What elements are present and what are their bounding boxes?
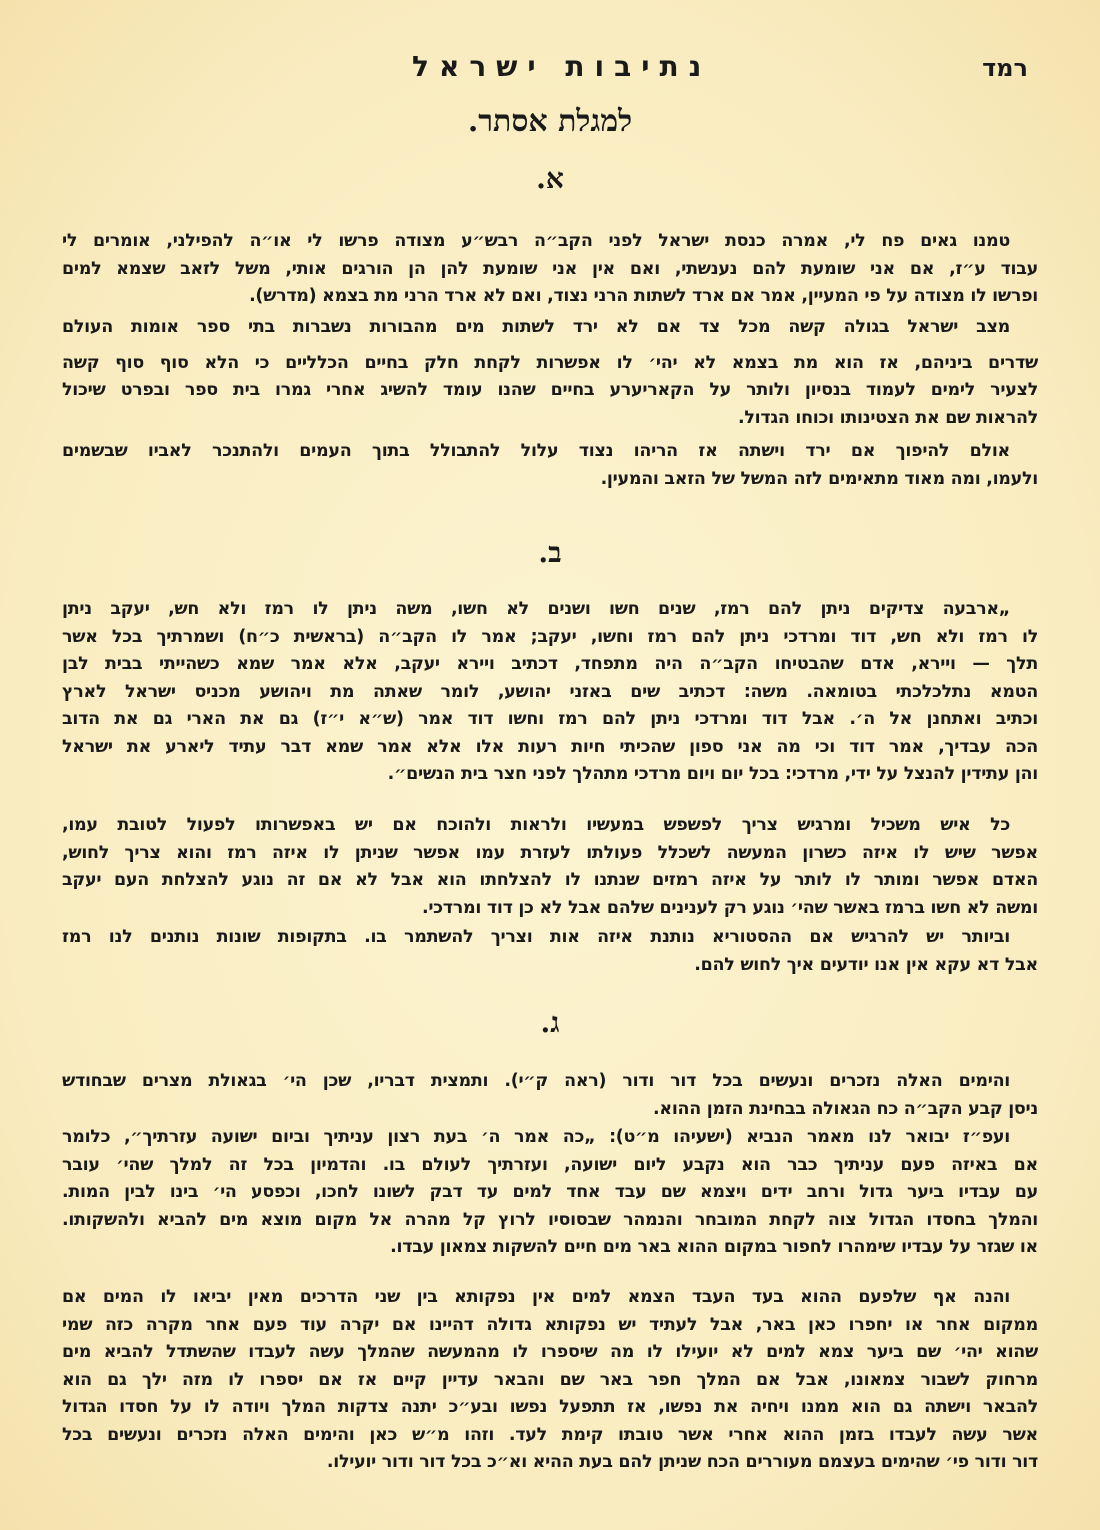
text-line: אם באיזה פעם עניתיך כבר הוא נקבע ליום ישועה, ועזרתיך לעולם בו. והדמיון בכל זה למלך שהי׳ עובר: [62, 1154, 1038, 1175]
paragraph: [62, 314, 1038, 432]
text-line: והן עתידין להנצל על ידי, מרדכי: בכל יום ויום מרדכי מתהלך לפני חצר בית הנשים״.: [387, 764, 1038, 784]
paragraph: [62, 438, 1038, 493]
text-line: והימים האלה נזכרים ונעשים בכל דור ודור (ראה ק״י). ותמצית דבריו, שכן הי׳ בגאולת מצרים שבחודש: [62, 1071, 1010, 1091]
section-heading-bet: ב.: [538, 536, 562, 569]
text-line: אולם להיפוך אם ירד וישתה אז הריהו נצוד עלול להתבולל בתוך העמים ולהתנכר לאביו שבשמים: [62, 441, 1010, 461]
text-line: וכתיב ואתחנן אל ה׳. אבל דוד ומרדכי ניתן להם רמז וחשו דוד אמר (ש״א י״ז) גם את הארי גם את הדוב: [62, 709, 1038, 729]
paragraph: [62, 228, 1038, 311]
text-line: או שגזר על עבדיו שימהרו לחפור במקום ההוא באר מים חיים להשקות צמאון עבדו.: [390, 1237, 1038, 1257]
section-heading-gimel: ג.: [540, 1006, 560, 1039]
section-heading-aleph: א.: [536, 162, 564, 195]
paragraph: [62, 812, 1038, 922]
paragraph: [62, 1124, 1038, 1262]
paragraph: [62, 596, 1038, 789]
text-line: ניסן קבע הקב״ה כח הגאולה בבחינת הזמן ההוא.: [653, 1098, 1038, 1119]
text-line: אשר עשה לעבדו בזמן ההוא אחרי אשר טובתו קימת לעד. וזהו מ״ש כאן והימים האלה נזכרים ונעשים בכל: [62, 1424, 1038, 1445]
text-line: האדם אפשר ומותר לו לותר על איזה רמזים שנתנו לו להצלחתו הוא אבל לא אם זה נוגע להצלחת העם יעקב: [62, 870, 1038, 890]
text-line: והנה אף שלפעם ההוא בעד העבד הצמא למים אין נפקותא בין שני הדרכים מאין יביאו לו המים אם: [62, 1287, 1010, 1307]
paragraph: [62, 1068, 1038, 1123]
chapter-title: למגלת אסתר.: [467, 104, 633, 139]
text-line: הטמא נתלכלכתי בטומאה. משה: דכתיב שים באזני יהושע, לומר שאתה מת ויהושע מכניס ישראל לארץ: [62, 681, 1038, 702]
text-line: והמלך בחסדו הגדול צוה לקחת המובחר והנמהר שבסוסיו לרוץ קל מהרה אל מקום מוצא מים להביא ולהשקותו.: [62, 1209, 1038, 1230]
text-line: אפשר שיש לו איזה כשרון המעשה לשכלל פעולתו לעזרת עמו אפשר שניתן לו איזה רמז והוא צריך לחוש,: [62, 842, 1038, 863]
text-line: ומשה לא חשו ברמז באשר שהי׳ נוגע רק לענינים שלהם אבל לא כן דוד ומרדכי.: [421, 897, 1038, 918]
text-line: להראות שם את הצטינותו וכוחו הגדול.: [738, 407, 1038, 428]
text-line: וביותר יש להרגיש אם ההסטוריא נותנת איזה אות וצריך להשתמר בו. בתקופות שונות נותנים לנו רמז: [62, 927, 1010, 947]
text-line: „ארבעה צדיקים ניתן להם רמז, שנים חשו ושנים לא חשו, משה ניתן לו רמז ולא חש, יעקב ניתן: [62, 599, 1010, 619]
paragraph: [62, 924, 1038, 979]
text-line: ממקום אחר או יחפרו כאן באר, אבל לעתיד יש נפקותא גדולה דהיינו אם יקרה עוד פעם אחר מקרה כזה שמי: [62, 1314, 1038, 1335]
text-line: עבוד ע״ז, אם אני שומעת להם נענשתי, ואם אין אני שומעת להן הן הורגים אותי, משל לזאב שצמא למים: [62, 258, 1038, 279]
text-line: טמנו גאים פח לי, אמרה כנסת ישראל לפני הקב״ה רבש״ע מצודה פרשו לי או״ה להפילני, אומרים לי: [62, 231, 1010, 251]
paragraph: [62, 1284, 1038, 1477]
text-line: ועפ״ז יבואר לנו מאמר הנביא (ישעיהו מ״ט): „כה אמר ה׳ בעת רצון עניתיך וביום ישועה עזרתיך״, כלומר: [62, 1127, 1010, 1147]
text-line: הכה עבדיך, אמר דוד וכי מה אני ספון שהכיתי חיות רעות אלו אלא אמר שמא דבר עתיד ליארע את ישראל: [62, 736, 1038, 757]
running-head: [62, 50, 1038, 84]
text-line: אבל דא עקא אין אנו יודעים איך לחוש להם.: [694, 954, 1038, 975]
text-line: תלך — ויירא, אדם שהבטיחו הקב״ה היה מתפחד, דכתיב ויירא יעקב, אלא אמר שמא כשהייתי בבית לבן: [62, 654, 1038, 674]
page-number: רמד: [982, 54, 1028, 82]
text-line: לו רמז ולא חש, דוד ומרדכי ניתן להם רמז וחשו, יעקב; אמר לו הקב״ה (בראשית כ״ח) ושמרתיך בכל אשר: [62, 626, 1038, 647]
text-line: מצב ישראל בגולה קשה מכל צד אם לא ירד לשתות מים מהבורות נשברות בתי ספר אומות העולם: [62, 317, 1010, 337]
text-line: ופרשו לו מצודה על פי המעיין, אמר אם ארד לשתות הרני נצוד, ואם לא ארד הרני מת בצמא (מדרש).: [249, 286, 1038, 306]
text-line: שדרים ביניהם, אז הוא מת בצמא לא יהי׳ לו אפשרות לקחת חלק בחיים הכלליים כי הלא סוף סוף קשה: [62, 352, 1038, 373]
text-line: דור ודור פי׳ שהימים בעצמם מעוררים הכח שניתן להם בעת ההיא וא״כ בכל דור ודור יועילו.: [326, 1452, 1038, 1472]
book-title: נתיבות ישראל: [412, 50, 712, 83]
text-line: מרחוק לשבור צמאונו, אבל אם המלך חפר באר שם והבאר עדיין קיים אז אם יספרו לו מזה ילך גם הוא: [62, 1369, 1038, 1390]
text-line: עם עבדיו ביער גדול ורחב ידים ויצמא שם עבד אחד למים עד דבק לשונו לחכו, וכפסע הי׳ בינו לבין המות.: [62, 1182, 1038, 1202]
text-line: להבאר וישתה גם הוא ממנו ויחיה את נפשו, אז תתפעל נפשו ובע״כ יתנה צדקות המלך ויודה לו על חסדו הגדול: [62, 1397, 1038, 1417]
text-line: ולעמו, ומה מאוד מתאימים לזה המשל של הזאב והמעין.: [600, 468, 1038, 489]
text-line: לצעיר לימים לעמוד בנסיון ולותר על הקאריערע בחיים שהנו עומד להשיג אחרי גמרו בית ספר ובפרט שיכול: [62, 380, 1038, 400]
text-line: כל איש משכיל ומרגיש צריך לפשפש במעשיו ולראות ולהוכח אם יש באפשרותו לפעול לטובת עמו,: [62, 815, 1010, 835]
text-line: שהוא יהי׳ שם ביער צמא למים לא יועילו לו מה שיספרו לו מהמעשה שהמלך עשה לעבדו שהשתדל להביא מים: [62, 1342, 1038, 1362]
